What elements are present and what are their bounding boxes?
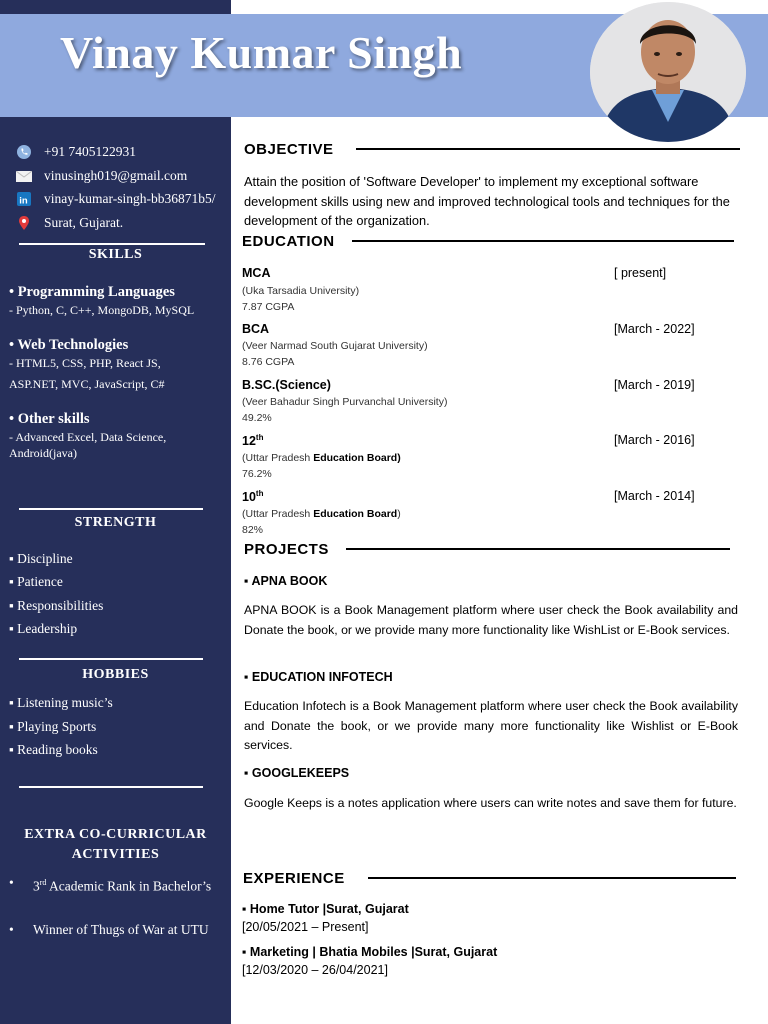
candidate-name: Vinay Kumar Singh	[60, 27, 463, 78]
education-title: EDUCATION	[242, 233, 335, 250]
edu-institution: (Veer Narmad South Gujarat University)	[242, 340, 428, 352]
edu-degree: 10th	[242, 489, 264, 505]
experience-role: ▪ Marketing | Bhatia Mobiles |Surat, Gujarat	[242, 945, 498, 959]
edu-degree: BCA	[242, 322, 270, 336]
objective-title: OBJECTIVE	[244, 141, 334, 158]
contact-phone: +91 7405122931	[16, 144, 136, 160]
project-name: ▪ GOOGLEKEEPS	[244, 766, 350, 780]
edu-institution: (Veer Bahadur Singh Purvanchal University)	[242, 396, 448, 408]
list-item: ▪ Playing Sports	[9, 719, 97, 734]
section-rule	[346, 548, 730, 550]
strength-title: STRENGTH	[74, 515, 157, 530]
list-item: ▪ Discipline	[9, 551, 73, 566]
experience-role: ▪ Home Tutor |Surat, Gujarat	[242, 902, 409, 916]
email-icon	[16, 169, 32, 183]
divider	[19, 786, 203, 788]
edu-degree: MCA	[242, 266, 271, 280]
edu-date: [March - 2019]	[614, 378, 695, 392]
edu-score: 49.2%	[242, 412, 272, 424]
list-item: ▪ Listening music’s	[9, 695, 113, 710]
location-pin-icon	[16, 216, 32, 230]
contact-email: vinusingh019@gmail.com	[16, 168, 187, 184]
skill-heading: • Other skills	[9, 411, 90, 427]
project-name: ▪ APNA BOOK	[244, 574, 328, 588]
hobbies-title: HOBBIES	[82, 667, 149, 682]
project-description: APNA BOOK is a Book Management platform where user check the Book availability and Donate the book, or we provide many more functionality like WishList or E-Book services.	[244, 603, 738, 637]
edu-institution: (Uka Tarsadia University)	[242, 285, 360, 297]
profile-photo	[590, 2, 746, 142]
svg-text:in: in	[19, 195, 28, 206]
extra-title: EXTRA CO-CURRICULAR ACTIVITIES	[24, 827, 207, 862]
edu-degree: B.SC.(Science)	[242, 378, 331, 392]
edu-date: [March - 2014]	[614, 489, 695, 503]
experience-date: [12/03/2020 – 26/04/2021]	[242, 963, 388, 977]
skill-heading: • Programming Languages	[9, 284, 175, 300]
edu-institution: (Uttar Pradesh Education Board)	[242, 452, 401, 464]
edu-score: 82%	[242, 524, 264, 536]
list-item: ▪ Responsibilities	[9, 598, 104, 613]
list-item: ▪ Patience	[9, 574, 63, 589]
objective-text: Attain the position of 'Software Developer' to implement my exceptional software development skills using new and improved technological tools and techniques for the development of the organization.	[244, 174, 730, 228]
project-description: Education Infotech is a Book Management platform where user check the Book availability and Donate the book, or we provide many more functionality like Wishlist or E-Book services.	[244, 699, 738, 752]
skill-text: - Advanced Excel, Data Science, Android(java)	[9, 430, 167, 460]
edu-score: 76.2%	[242, 468, 272, 480]
divider	[19, 508, 203, 510]
contact-location: Surat, Gujarat.	[16, 215, 123, 231]
list-item: ▪ Reading books	[9, 742, 98, 757]
edu-degree: 12th	[242, 433, 264, 449]
section-rule	[352, 240, 734, 242]
skill-text: - HTML5, CSS, PHP, React JS, ASP.NET, MVC, JavaScript, C#	[9, 356, 165, 391]
edu-institution: (Uttar Pradesh Education Board)	[242, 508, 401, 520]
edu-score: 7.87 CGPA	[242, 301, 295, 313]
experience-date: [20/05/2021 – Present]	[242, 920, 369, 934]
phone-icon	[16, 145, 32, 159]
edu-score: 8.76 CGPA	[242, 356, 295, 368]
list-item: • Winner of Thugs of War at UTU	[9, 922, 209, 937]
skill-text: - Python, C, C++, MongoDB, MySQL	[9, 303, 195, 317]
list-item: ▪ Leadership	[9, 621, 78, 636]
project-name: ▪ EDUCATION INFOTECH	[244, 670, 393, 684]
section-rule	[356, 148, 740, 150]
edu-date: [March - 2016]	[614, 433, 695, 447]
edu-date: [March - 2022]	[614, 322, 695, 336]
projects-title: PROJECTS	[244, 541, 329, 558]
project-description: Google Keeps is a notes application where users can write notes and save them for future.	[244, 796, 737, 810]
skill-heading: • Web Technologies	[9, 337, 129, 353]
contact-linkedin: in vinay-kumar-singh-bb36871b5/	[16, 191, 215, 207]
linkedin-icon	[16, 192, 32, 206]
skills-title: SKILLS	[88, 247, 143, 262]
section-rule	[368, 877, 736, 879]
list-item: • 3rd Academic Rank in Bachelor’s	[9, 875, 212, 894]
edu-date: [ present]	[614, 266, 667, 280]
divider	[19, 243, 205, 245]
experience-title: EXPERIENCE	[243, 870, 345, 887]
divider	[19, 658, 203, 660]
